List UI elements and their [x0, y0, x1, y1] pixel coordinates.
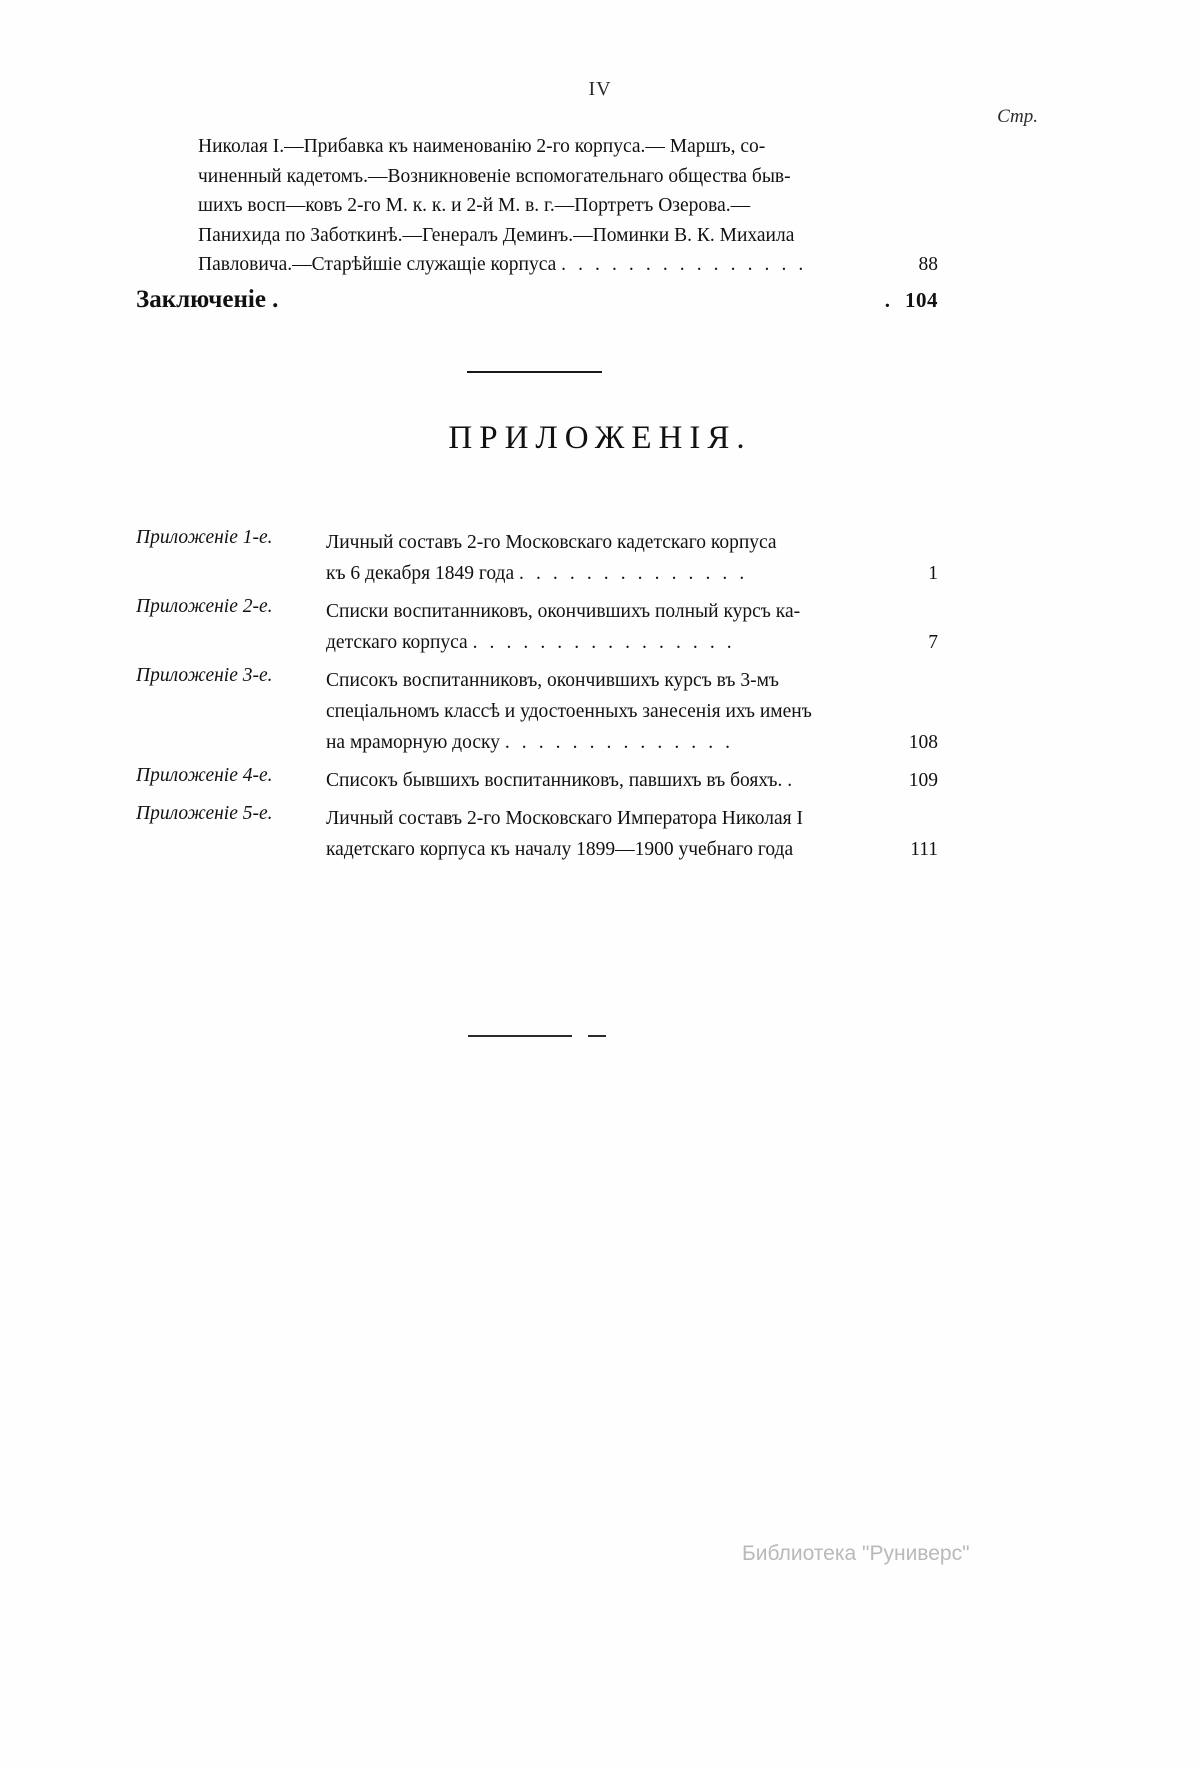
appendix-leader-dots: . . . . . . . . . . . . . . — [504, 732, 734, 753]
appendix-line-text: детскаго корпуса — [326, 632, 468, 653]
section-divider-rule — [467, 371, 602, 373]
toc-page-number-conclusion: 104 — [905, 288, 938, 312]
appendix-line — [326, 696, 938, 727]
appendix-item-5 — [136, 803, 938, 865]
appendix-line-text: Списокъ воспитанниковъ, окончившихъ курсъ въ 3-мъ — [326, 670, 780, 691]
appendix-line — [326, 558, 938, 589]
appendix-line — [326, 765, 938, 796]
toc-entry-conclusion — [136, 286, 938, 314]
toc-continued-line: шихъ восп—ковъ 2-го М. к. к. и 2-й М. в. г.—Портретъ Озерова.— — [198, 195, 751, 216]
footer-divider-rule — [468, 1035, 572, 1037]
appendix-page-number: 109 — [908, 770, 938, 791]
appendix-line-text: Личный составъ 2-го Московскаго Императора Николая I — [326, 808, 803, 829]
appendix-page-number: 111 — [910, 839, 938, 860]
appendices-heading: ПРИЛОЖЕНІЯ. — [448, 420, 752, 456]
appendix-line — [326, 596, 938, 627]
toc-continued-line: Николая I.—Прибавка къ наименованію 2-го корпуса.— Маршъ, со- — [198, 136, 766, 157]
toc-continued-last-line — [198, 250, 938, 280]
appendix-line — [326, 803, 938, 834]
appendix-page-number: 7 — [928, 632, 938, 653]
library-watermark: Библиотека "Руниверс" — [742, 1542, 970, 1565]
column-header-page-label: Стр. — [997, 106, 1038, 127]
appendix-leader-dots: . . . . . . . . . . . . . . — [519, 563, 748, 584]
appendix-line-text: кадетскаго корпуса къ началу 1899—1900 учебнаго года — [326, 839, 794, 860]
toc-continued-line: чиненный кадетомъ.—Возникновеніе вспомогательнаго общества быв- — [198, 165, 791, 187]
appendix-leader-dots: . . . . . . . . . . . . . . . . — [472, 632, 736, 653]
appendix-label: Приложеніе 5-е. — [136, 803, 273, 824]
appendix-line — [326, 834, 938, 865]
appendix-line — [326, 665, 938, 696]
appendix-label: Приложеніе 3-е. — [136, 665, 273, 686]
footer-divider-rule-segment — [588, 1035, 606, 1037]
appendix-page-number: 108 — [908, 732, 938, 753]
appendix-line-text: къ 6 декабря 1849 года — [326, 563, 515, 584]
appendix-line-text: Списки воспитанниковъ, окончившихъ полный курсъ ка- — [326, 601, 801, 622]
toc-continued-line: Панихида по Заботкинѣ.—Генералъ Деминъ.—Поминки В. К. Михаила — [198, 224, 795, 246]
continued-toc-entry — [198, 132, 938, 280]
page-folio-number: IV — [588, 78, 612, 100]
appendix-page-number: 1 — [928, 563, 938, 584]
toc-leader-dot: . — [884, 288, 890, 312]
appendix-item-2 — [136, 596, 938, 658]
appendix-line-text: спеціальномъ классѣ и удостоенныхъ занесенія ихъ именъ — [326, 701, 812, 722]
appendix-label: Приложеніе 1-е. — [136, 527, 273, 548]
appendix-label: Приложеніе 2-е. — [136, 596, 273, 617]
appendix-label: Приложеніе 4-е. — [136, 765, 273, 786]
toc-page-number: 88 — [918, 254, 938, 275]
appendix-leader-dots: . — [787, 770, 796, 791]
appendix-item-4 — [136, 765, 938, 796]
toc-entry-conclusion-dot: . — [272, 286, 279, 313]
appendix-item-3 — [136, 665, 938, 758]
toc-leader-dots: . . . . . . . . . . . . . . . — [561, 254, 807, 275]
appendix-line-text: на мраморную доску — [326, 732, 500, 753]
appendix-line — [326, 627, 938, 658]
appendix-list — [136, 527, 938, 872]
toc-continued-line-text: Павловича.—Старѣйшіе служащіе корпуса — [198, 254, 557, 275]
appendix-item-1 — [136, 527, 938, 589]
appendix-line-text: Личный составъ 2-го Московскаго кадетскаго корпуса — [326, 532, 777, 553]
appendix-line-text: Списокъ бывшихъ воспитанниковъ, павшихъ въ бояхъ. — [326, 770, 783, 791]
appendix-line — [326, 527, 938, 558]
appendix-line — [326, 727, 938, 758]
toc-entry-conclusion-label: Заключеніе — [136, 286, 266, 313]
